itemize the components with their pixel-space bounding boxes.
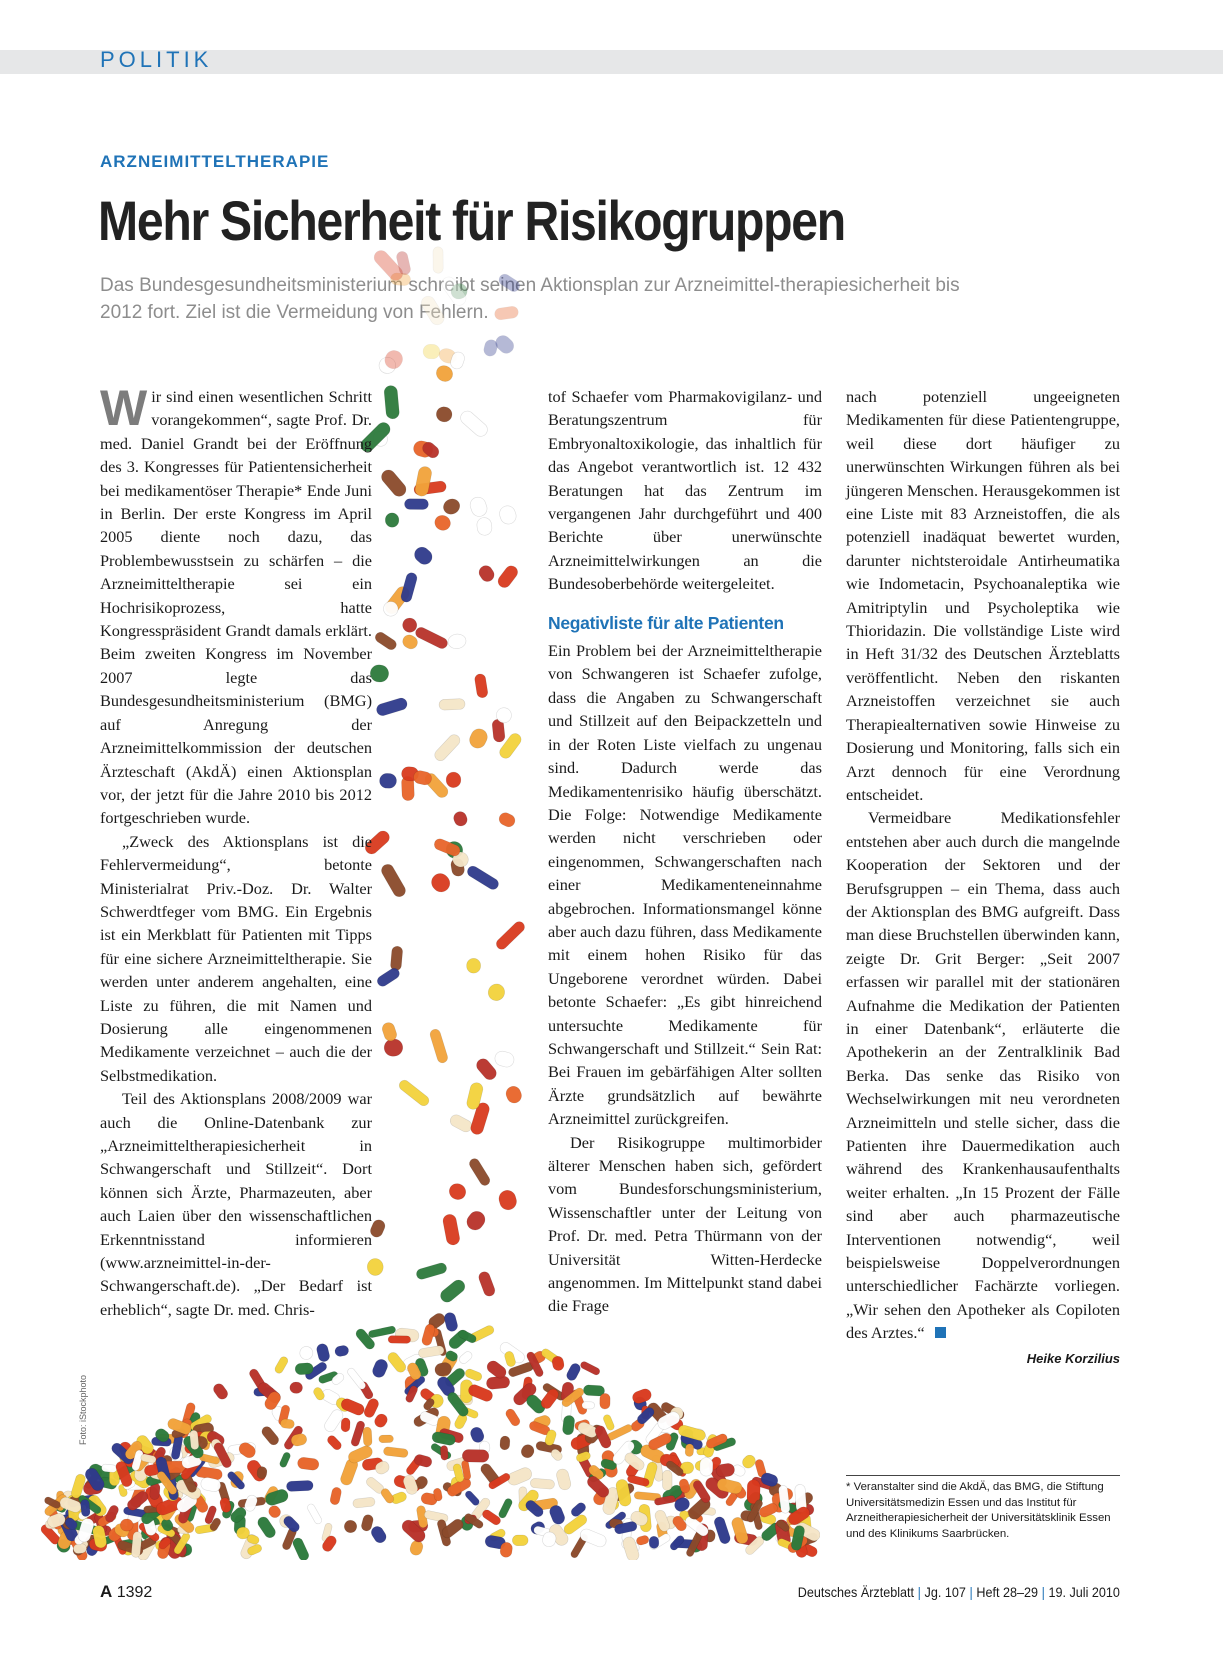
pill	[421, 1323, 436, 1346]
pill	[316, 1343, 331, 1363]
pill	[512, 1535, 528, 1546]
pill	[384, 385, 400, 419]
pill	[326, 1434, 343, 1452]
pill	[428, 870, 453, 896]
pill	[442, 1213, 461, 1246]
pill	[379, 862, 407, 899]
pill	[341, 1418, 350, 1432]
pill	[433, 837, 462, 858]
article-column-3	[846, 385, 1120, 1370]
pill	[390, 946, 403, 971]
pill	[497, 272, 522, 294]
pill	[446, 1181, 468, 1203]
pill	[189, 1430, 199, 1450]
paragraph: Der Risikogruppe multimorbider älterer Menschen haben sich, gefördert vom Bundesforschungsministerium, Wissenschaftler unter der Leitung von Prof. Dr. med. Petra Thürmann von der Universität Witten-Herdecke angenommen. Im Mittelpunkt stand dabei die Frage	[548, 1132, 822, 1316]
pill	[375, 966, 401, 988]
pill	[713, 1516, 732, 1546]
pill	[211, 1382, 229, 1402]
pill	[477, 1270, 496, 1298]
pill	[363, 1427, 373, 1446]
paragraph: ir sind einen wesentlichen Schritt vorangekommen“, sagte Prof. Dr. med. Daniel Grandt bei der Eröffnung des 3. Kongresses für Patientensicherheit bei medikamentöser Therapie* Ende Juni in Berlin. Der erste Kongress im April 2005 diente noch dazu, das Problembewusstsein zu schärfen – die Arzneimitteltherapie sei ein Hochrisikoprozess, hatte Kongresspräsident Grandt damals erklärt. Beim zweiten Kongress im November 2007 legte das Bundesgesundheitsministerium (BMG) auf Anregung der Arzneimittelkommission der deutschen Ärzteschaft (AkdÄ) einen Aktionsplan vor, der jetzt für die Jahre 2010 bis 2012 fortgeschrieben wurde.	[100, 387, 372, 828]
journal-date: 19. Juli 2010	[1048, 1584, 1120, 1600]
pill	[441, 496, 463, 517]
pill	[101, 1464, 117, 1473]
paragraph: nach potenziell ungeeigneten Medikamenten für diese Patientengruppe, weil diese dort häufiger zu unerwünschten Wirkungen führen als bei jüngeren Menschen. Herausgekommen ist eine Liste mit 83 Arzneistoffen, die als potenziell inadäquat bewertet wurden, darunter nichtsteroidale Antirheumatika wie Indometacin, Psychoanaleptika wie Amitriptylin und Psycholeptika wie Thioridazin. Die vollständige Liste wird in Heft 31/32 des Deutschen Ärzteblatts veröffentlicht. Neben den riskanten Arzneistoffen verzeichnet sie auch Therapiealternativen sowie Hinweise zu Dosierung und Monitoring, falls sich ein Arzt dennoch für eine Verordnung entscheidet.	[846, 387, 1120, 804]
pill	[464, 1489, 481, 1506]
pill	[474, 673, 488, 698]
pill	[440, 1445, 448, 1460]
pill	[369, 1524, 388, 1545]
pill	[104, 1504, 120, 1524]
pill	[279, 1451, 292, 1468]
pill	[415, 1262, 448, 1281]
pill	[80, 1499, 90, 1517]
pill	[432, 732, 462, 763]
journal-volume: Jg. 107	[924, 1584, 966, 1600]
pill	[519, 1442, 536, 1460]
pill	[439, 698, 465, 710]
pill	[685, 1444, 694, 1457]
pill	[419, 294, 447, 328]
pill	[504, 1084, 524, 1105]
footnote: * Veranstalter sind die AkdÄ, das BMG, die Stiftung Universitätsmedizin Essen und das Institut für Arzneitherapiesicherheit der Universitätsklinik Essen und des Klinikums Saarbrücken.	[846, 1475, 1120, 1542]
pill	[379, 1435, 394, 1443]
article-column-1	[100, 380, 372, 1321]
pill	[295, 1363, 314, 1375]
pill	[286, 1480, 313, 1491]
pill	[468, 495, 489, 518]
pill	[397, 1078, 431, 1108]
pill	[458, 408, 490, 439]
pill	[379, 773, 396, 788]
article-kicker: ARZNEIMITTELTHERAPIE	[100, 152, 330, 171]
pill	[273, 1355, 289, 1374]
pill	[497, 1188, 519, 1212]
page-number	[100, 1582, 152, 1602]
pill	[266, 1503, 282, 1519]
pill	[329, 1486, 342, 1505]
pill	[237, 1440, 258, 1460]
pill	[375, 697, 408, 718]
pill	[500, 1436, 511, 1450]
article-lead: Das Bundesgesundheitsministerium schreibt seinen Aktionsplan zur Arzneimittel-therapiesicherheit bis 2012 fort. Ziel ist die Vermeidung von Fehlern.	[100, 275, 960, 323]
paragraph: Ein Problem bei der Arzneimitteltherapie von Schwangeren ist Schaefer zufolge, dass die Angaben zu Schwangerschaft und Stillzeit auf den Beipackzetteln und in der Roten Liste vielfach zu ungenau sind. Dadurch werde das Medikamentenrisiko häufig überschätzt. Die Folge: Notwendige Medikamente werden nicht verschrieben oder eingenommen, Schwangerschaften nach einer Medikamenteneinnahme abgebrochen. Informationsmangel könne aber auch dazu führen, dass Medikamente mit einem hohen Risiko für das Ungeborene verordnet würden. Dabei betonte Schaefer: „Es gibt hinreichend untersuchte Medikamente für Schwangerschaft und Stillzeit.“ Sein Rat: Bei Frauen im gebärfähigen Alter sollten Ärzte grundsätzlich auf bewährte Arzneimittel zurückgreifen.	[548, 641, 822, 1129]
pill	[497, 811, 517, 829]
pill	[435, 405, 453, 423]
pill	[260, 1425, 281, 1447]
pill	[464, 1208, 489, 1233]
page-prefix: A	[100, 1582, 113, 1601]
pill	[600, 1393, 610, 1409]
pill	[379, 467, 409, 499]
pill	[447, 633, 467, 650]
pill	[373, 630, 398, 651]
pill	[370, 664, 390, 683]
author-byline: Heike Korzilius	[1026, 1350, 1120, 1366]
pill	[468, 1157, 492, 1188]
pill	[385, 513, 399, 527]
journal-footer: Deutsches Ärzteblatt | Jg. 107 | Heft 28–29 | 19. Juli 2010	[797, 1584, 1120, 1600]
photo-credit: Foto: iStockphoto	[78, 1374, 88, 1445]
pill	[481, 1508, 502, 1526]
pill	[280, 1419, 295, 1429]
pill	[485, 981, 508, 1004]
pill	[432, 513, 453, 533]
pill	[120, 1519, 133, 1531]
pill	[371, 1357, 390, 1379]
pill	[467, 958, 481, 973]
pill	[372, 1412, 389, 1430]
pill	[700, 1457, 713, 1476]
pill	[306, 1503, 323, 1525]
paragraph: Vermeidbare Medikationsfehler entstehen aber auch durch die mangelnde Kooperation der Sektoren und der Berufsgruppen – ein Thema, dass auch der Aktionsplan des BMG aufgreift. Dass man diese Bruchstellen überwinden kann, zeigte Dr. Grit Berger: „Seit 2007 erfassen wir parallel mit der stationären Aufnahme die Medikation der Patienten in einer Datenbank“, erläuterte die Apothekerin an der Zentralklinik Bad Berka. Das senke das Risiko von Wechselwirkungen mit neu verordneten Arzneimitteln und stelle sicher, dass die Patienten ihre Dauermedikation auch während des Krankenhausaufenthalts weiter erhalten. „In 15 Prozent der Fälle sind aber auch pharmazeutische Interventionen notwendig“, weil beispielsweise Doppelverordnungen unterschiedlicher Fachärzte vorliegen. „Wir sehen den Apotheker als Copiloten des Arztes.“	[846, 808, 1120, 1343]
pill	[343, 1519, 358, 1534]
pill	[494, 919, 527, 951]
pill	[497, 504, 518, 526]
pill	[496, 563, 521, 590]
pill	[476, 563, 496, 584]
journal-name: Deutsches Ärzteblatt	[797, 1584, 915, 1600]
pill	[388, 1336, 411, 1344]
pill	[649, 1536, 659, 1549]
pill-pile-illustration	[40, 1300, 820, 1560]
pill	[411, 544, 435, 567]
pill	[465, 864, 500, 891]
falling-pills-illustration	[360, 240, 530, 1340]
pill	[467, 726, 490, 751]
pill	[418, 1345, 445, 1358]
article-column-2	[548, 385, 822, 1318]
pill	[446, 772, 461, 788]
pill	[452, 810, 469, 828]
page-number-value: 1392	[116, 1584, 153, 1601]
subheading: Negativliste für alte Patienten	[548, 612, 784, 633]
pill	[494, 306, 519, 321]
pill	[429, 1028, 449, 1064]
pill	[334, 1345, 349, 1358]
article-headline: Mehr Sicherheit für Risikogruppen	[98, 189, 845, 252]
pill	[582, 1402, 595, 1409]
journal-issue: Heft 28–29	[976, 1584, 1039, 1600]
pill	[462, 1449, 489, 1462]
pill	[493, 1049, 515, 1068]
pill	[476, 517, 493, 536]
pill	[504, 1407, 521, 1427]
pill	[530, 1478, 555, 1489]
pill	[662, 1470, 672, 1490]
pill	[383, 1038, 403, 1057]
section-label: POLITIK	[100, 47, 213, 72]
pill	[352, 1497, 375, 1508]
pill	[423, 344, 440, 359]
paragraph: Teil des Aktionsplans 2008/2009 war auch die Online-Datenbank zur „Arzneimitteltherapiesicherheit in Schwangerschaft und Stillzeit“. Dort können sich Ärzte, Pharmazeuten, aber auch Laien über den wissenschaftlichen Erkenntnisstand informieren (www.arzneimittel-in-der-Schwangerschaft.de). „Der Bedarf ist erheblich“, sagte Dr. med. Chris-	[100, 1089, 372, 1319]
pill	[565, 1362, 582, 1382]
pill	[443, 1311, 459, 1332]
pill	[346, 1367, 367, 1391]
pill	[256, 1515, 278, 1540]
pill	[448, 1113, 474, 1134]
end-mark-icon	[935, 1327, 946, 1338]
pill	[414, 625, 450, 650]
pill	[383, 1446, 408, 1457]
pill	[339, 1397, 365, 1417]
pill	[298, 1345, 314, 1362]
pill	[555, 1468, 572, 1491]
pill	[290, 1382, 303, 1394]
pill	[458, 1350, 474, 1365]
drop-cap: W	[100, 380, 148, 436]
pill	[579, 1360, 601, 1376]
paragraph: tof Schaefer vom Pharmakovigilanz- und Beratungszentrum für Embryonaltoxikologie, das inhaltlich für das Angebot verantwortlich ist. 12 432 Beratungen hat das Zentrum im vergangenen Jahr durchgeführt und 400 Berichte über unerwünschte Arzneimittelwirkungen an die Bundesoberbehörde weitergeleitet.	[548, 387, 822, 594]
pill	[297, 1457, 320, 1471]
pill	[433, 247, 443, 274]
pill	[404, 499, 428, 510]
paragraph: „Zweck des Aktionsplans ist die Fehlervermeidung“, betonte Ministerialrat Priv.-Doz. Dr. Walter Schwerdtfeger vom BMG. Ein Ergebnis ist ein Merkblatt für Patienten mit Tipps für eine sichere Arzneimitteltherapie. Sie werden unter anderem angehalten, eine Liste zu führen, die mit Namen und Dosierung alle eingenommenen Medikamente verzeichnet – auch die der Selbstmedikation.	[100, 831, 372, 1085]
pill	[498, 1497, 514, 1519]
pill	[291, 1536, 310, 1560]
